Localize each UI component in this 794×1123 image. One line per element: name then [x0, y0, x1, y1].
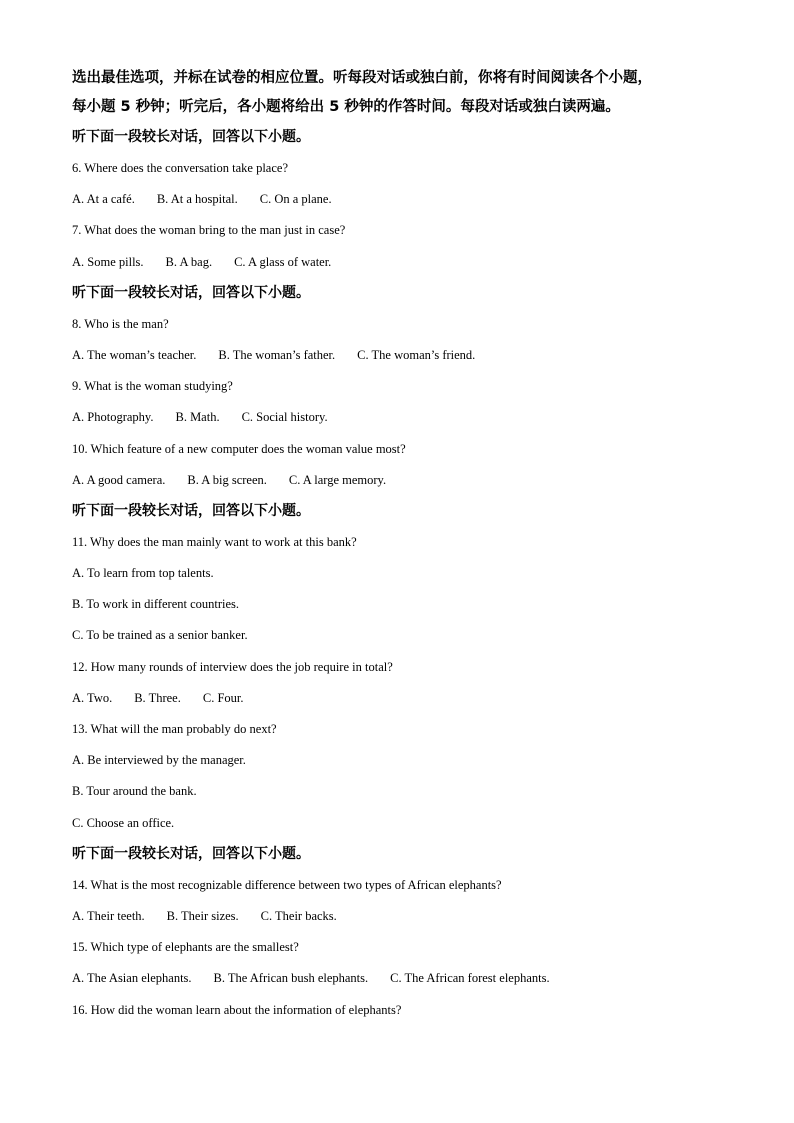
question-12: 12. How many rounds of interview does the job require in total?: [72, 659, 393, 674]
question-11: 11. Why does the man mainly want to work at this bank?: [72, 534, 357, 549]
option-c: C. The woman’s friend.: [357, 347, 476, 362]
option-a: A. A good camera.: [72, 472, 166, 487]
option-b: B. Math.: [175, 410, 220, 425]
option-a: A. Their teeth.: [72, 908, 145, 923]
question-8-options: [72, 340, 732, 371]
option-a: A. Two.: [72, 690, 113, 705]
option-b: B. The woman’s father.: [218, 347, 336, 362]
option-a: A. At a café.: [72, 192, 135, 207]
question-14: 14. What is the most recognizable difference between two types of African elephants?: [72, 877, 502, 892]
option-c: C. Four.: [202, 690, 244, 705]
instructions-line-1: 选出最佳选项，并标在试卷的相应位置。听每段对话或独白前，你将有时间阅读各个小题，: [72, 70, 652, 86]
option-c: C. A large memory.: [288, 472, 387, 487]
option-b: B. Three.: [134, 690, 181, 705]
question-15-options: [72, 963, 732, 994]
question-11-option-b: B. To work in different countries.: [72, 597, 240, 612]
question-12-options: [72, 683, 732, 714]
question-10-options: [72, 465, 732, 496]
option-b: B. The African bush elephants.: [213, 971, 369, 986]
section-heading-1: 听下面一段较长对话，回答以下小题。: [72, 129, 310, 145]
question-13-option-c: C. Choose an office.: [72, 815, 175, 830]
question-13-option-b: B. Tour around the bank.: [72, 784, 197, 799]
instructions-line-2: 每小题 5 秒钟；听完后，各小题将给出 5 秒钟的作答时间。每段对话或独白读两遍。: [72, 99, 620, 115]
option-c: C. Social history.: [241, 410, 328, 425]
option-b: B. At a hospital.: [156, 192, 238, 207]
option-a: A. The Asian elephants.: [72, 971, 192, 986]
option-c: C. On a plane.: [259, 192, 332, 207]
option-b: B. Their sizes.: [166, 908, 239, 923]
question-9: 9. What is the woman studying?: [72, 379, 233, 394]
question-13-option-a: A. Be interviewed by the manager.: [72, 753, 246, 768]
option-c: C. Their backs.: [260, 908, 337, 923]
question-7: 7. What does the woman bring to the man just in case?: [72, 223, 346, 238]
question-15: 15. Which type of elephants are the smallest?: [72, 940, 299, 955]
exam-page: [72, 64, 732, 1026]
section-heading-4: 听下面一段较长对话，回答以下小题。: [72, 845, 310, 862]
option-c: C. A glass of water.: [234, 254, 332, 269]
option-b: B. A bag.: [165, 254, 213, 269]
option-a: A. The woman’s teacher.: [72, 347, 197, 362]
question-7-options: [72, 247, 732, 278]
question-11-option-a: A. To learn from top talents.: [72, 566, 214, 581]
question-10: 10. Which feature of a new computer does the woman value most?: [72, 441, 406, 456]
section-heading-3: 听下面一段较长对话，回答以下小题。: [72, 502, 310, 519]
question-8: 8. Who is the man?: [72, 316, 169, 331]
option-c: C. The African forest elephants.: [390, 971, 550, 986]
question-6: 6. Where does the conversation take place?: [72, 161, 288, 175]
question-14-options: [72, 901, 732, 932]
option-a: A. Some pills.: [72, 254, 144, 269]
section-heading-2: 听下面一段较长对话，回答以下小题。: [72, 284, 310, 301]
question-13: 13. What will the man probably do next?: [72, 722, 277, 736]
question-11-option-c: C. To be trained as a senior banker.: [72, 628, 248, 643]
question-6-options: [72, 184, 732, 215]
instructions: [72, 64, 732, 122]
question-9-options: [72, 402, 732, 433]
question-16: 16. How did the woman learn about the information of elephants?: [72, 1002, 402, 1017]
option-a: A. Photography.: [72, 410, 154, 425]
option-b: B. A big screen.: [187, 472, 267, 487]
